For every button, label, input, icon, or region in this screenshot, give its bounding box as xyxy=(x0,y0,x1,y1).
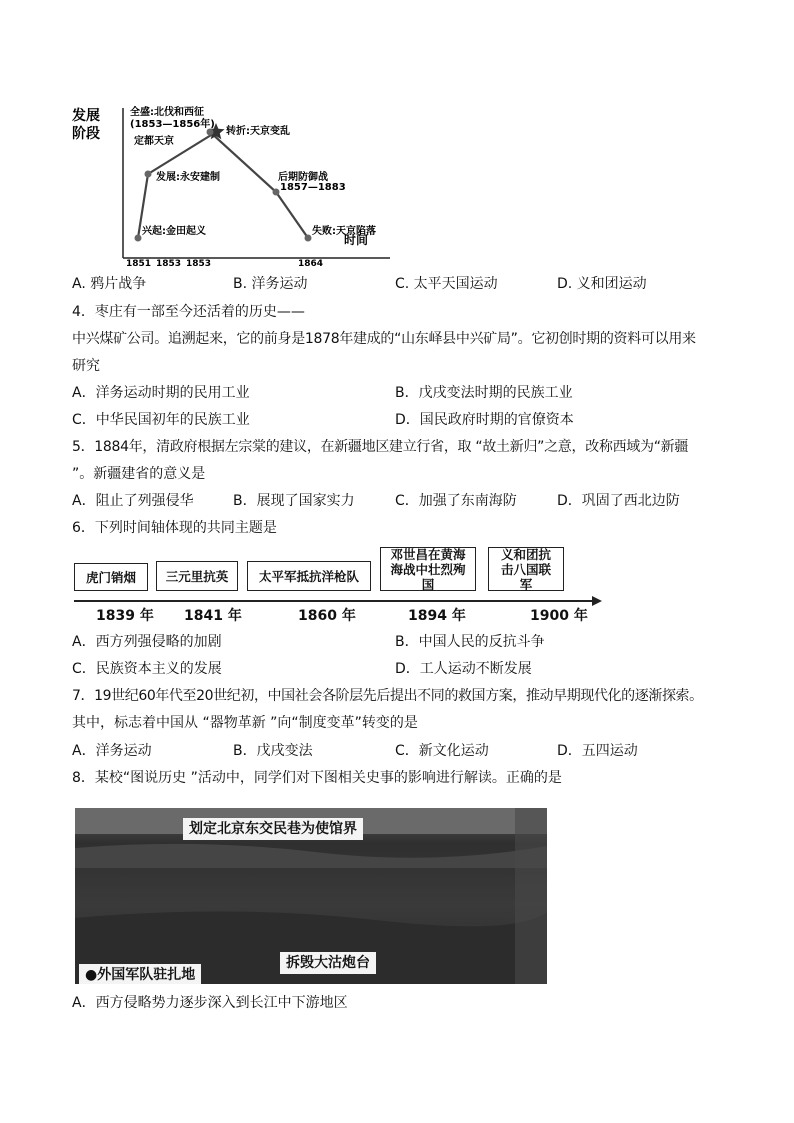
q6-option-b[interactable]: B．中国人民的反抗斗争 xyxy=(395,634,545,650)
q7-stem-line1: 7．19世纪60年代至20世纪初，中国社会各阶层先后提出不同的救国方案，推动早期现代化的逐渐探索。 xyxy=(72,688,703,704)
q3-option-c[interactable]: C. 太平天国运动 xyxy=(395,276,498,292)
q4-option-c[interactable]: C．中华民国初年的民族工业 xyxy=(72,412,250,428)
timeline-event-1: 虎门销烟 xyxy=(74,563,148,591)
q6-option-a[interactable]: A．西方列强侵略的加剧 xyxy=(72,634,222,650)
chart-late-period-label: 1857—1883 xyxy=(280,182,346,193)
q8-historical-photo xyxy=(75,808,547,984)
q5-stem-line2: ”。新疆建省的意义是 xyxy=(72,466,206,482)
timeline-year-3: 1860 年 xyxy=(298,608,356,624)
chart-point-label: 失败:天京陷落 xyxy=(312,226,376,237)
chart-point-label: 发展:永安建制 xyxy=(156,172,220,183)
chart-x-tick-label: 1851 xyxy=(126,259,152,268)
chart-ylabel-line1: 发展 xyxy=(72,108,100,124)
q8-option-a[interactable]: A．西方侵略势力逐步深入到长江中下游地区 xyxy=(72,995,348,1011)
q4-option-b[interactable]: B．戊戌变法时期的民族工业 xyxy=(395,385,573,401)
timeline-year-1: 1839 年 xyxy=(96,608,154,624)
q3-option-a[interactable]: A. 鸦片战争 xyxy=(72,276,147,292)
q6-timeline xyxy=(68,545,608,625)
q7-option-c[interactable]: C．新文化运动 xyxy=(395,743,489,759)
chart-point-label: 转折:天京变乱 xyxy=(226,126,290,137)
timeline-event-4: 邓世昌在黄海海战中壮烈殉国 xyxy=(380,547,476,591)
chart-peak-label-line1: 全盛:北伐和西征 xyxy=(130,107,204,118)
taiping-development-chart xyxy=(68,100,394,268)
chart-point xyxy=(145,171,152,178)
q5-option-d[interactable]: D．巩固了西北边防 xyxy=(557,493,680,509)
chart-point-label: 后期防御战 xyxy=(278,172,328,183)
chart-ylabel-line2: 阶段 xyxy=(72,126,100,142)
q3-option-d[interactable]: D. 义和团运动 xyxy=(557,276,647,292)
chart-point xyxy=(273,189,280,196)
chart-x-tick-label: 1853 xyxy=(186,259,212,268)
chart-x-tick-label: 1853 xyxy=(156,259,182,268)
q8-stem: 8．某校“图说历史 ”活动中，同学们对下图相关史事的影响进行解读。正确的是 xyxy=(72,770,562,786)
q4-stem-line3: 研究 xyxy=(72,358,100,374)
q6-stem: 6．下列时间轴体现的共同主题是 xyxy=(72,520,277,536)
photo-label-legation-quarter: 划定北京东交民巷为使馆界 xyxy=(183,818,363,840)
timeline-event-5: 义和团抗击八国联军 xyxy=(488,547,564,591)
chart-point xyxy=(135,235,142,242)
q3-option-b[interactable]: B. 洋务运动 xyxy=(233,276,308,292)
chart-point-label: 定都天京 xyxy=(134,136,174,147)
q6-option-d[interactable]: D．工人运动不断发展 xyxy=(395,661,532,677)
timeline-event-3: 太平军抵抗洋枪队 xyxy=(247,561,371,591)
timeline-year-2: 1841 年 xyxy=(184,608,242,624)
chart-point-label: 兴起:金田起义 xyxy=(142,226,206,237)
q5-stem-line1: 5．1884年，清政府根据左宗棠的建议，在新疆地区建立行省，取 “故土新归”之意，改称西域为“新疆 xyxy=(72,439,689,455)
chart-point xyxy=(305,235,312,242)
q4-stem-line1: 4．枣庄有一部至今还活着的历史—— xyxy=(72,304,305,320)
photo-label-foreign-troops: ●外国军队驻扎地 xyxy=(79,964,201,984)
chart-xlabel: 时间 xyxy=(344,233,369,247)
timeline-year-5: 1900 年 xyxy=(530,608,588,624)
q4-option-d[interactable]: D．国民政府时期的官僚资本 xyxy=(395,412,574,428)
q4-option-a[interactable]: A．洋务运动时期的民用工业 xyxy=(72,385,250,401)
q6-option-c[interactable]: C．民族资本主义的发展 xyxy=(72,661,222,677)
chart-x-tick-label: 1864 xyxy=(298,259,324,268)
q5-option-b[interactable]: B．展现了国家实力 xyxy=(233,493,355,509)
q4-stem-line2: 中兴煤矿公司。追溯起来，它的前身是1878年建成的“山东峄县中兴矿局”。它初创时期的资料可以用来 xyxy=(72,331,696,347)
q7-option-b[interactable]: B．戊戌变法 xyxy=(233,743,313,759)
timeline-year-4: 1894 年 xyxy=(408,608,466,624)
q7-option-a[interactable]: A．洋务运动 xyxy=(72,743,152,759)
chart-peak-label-line2: (1853—1856年) xyxy=(130,119,215,130)
q7-stem-line2: 其中，标志着中国从 “器物革新 ”向“制度变革”转变的是 xyxy=(72,715,418,731)
q5-option-a[interactable]: A．阻止了列强侵华 xyxy=(72,493,194,509)
q5-option-c[interactable]: C．加强了东南海防 xyxy=(395,493,517,509)
timeline-event-2: 三元里抗英 xyxy=(156,561,238,591)
q7-option-d[interactable]: D．五四运动 xyxy=(557,743,638,759)
photo-label-dagu-forts: 拆毁大沽炮台 xyxy=(280,952,376,974)
